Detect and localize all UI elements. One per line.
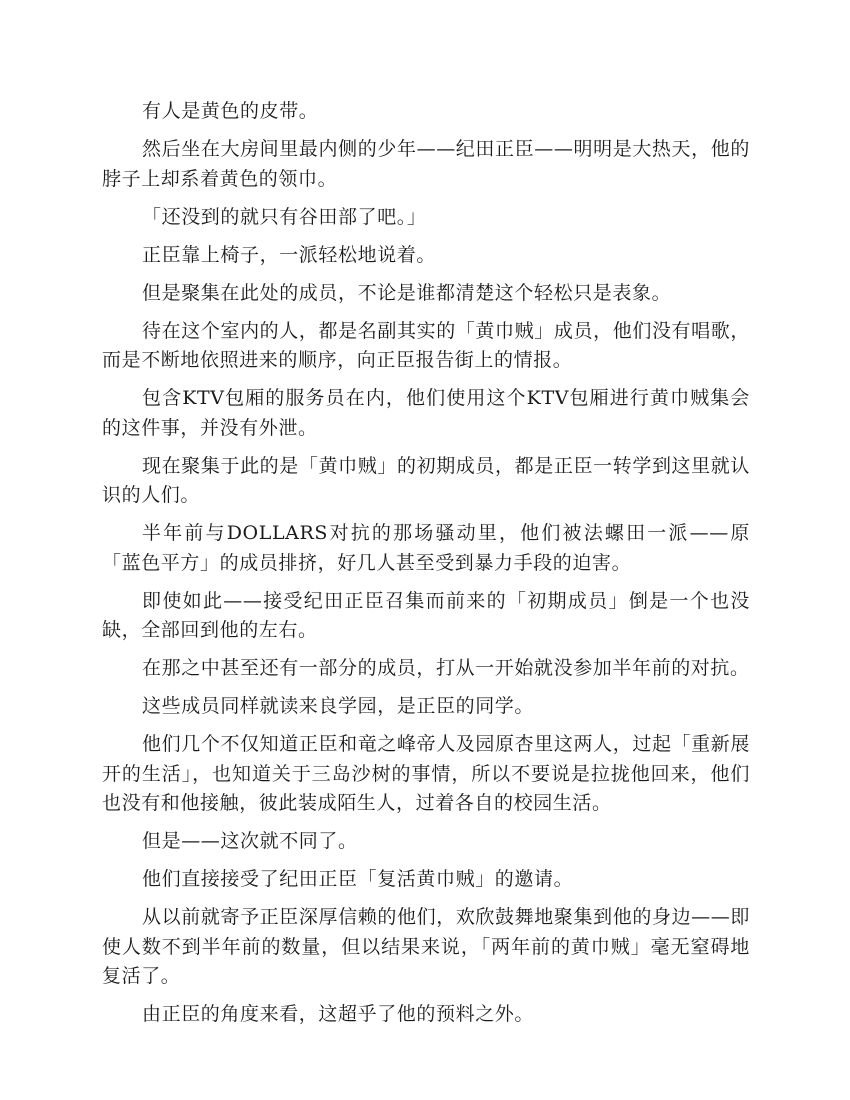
paragraph: 半年前与DOLLARS对抗的那场骚动里，他们被法螺田一派——原「蓝色平方」的成员排挤，好几人甚至受到暴力手段的迫害。 [102, 522, 750, 574]
paragraph: 现在聚集于此的是「黄巾贼」的初期成员，都是正臣一转学到这里就认识的人们。 [102, 454, 750, 506]
paragraph: 在那之中甚至还有一部分的成员，打从一开始就没参加半年前的对抗。 [142, 657, 750, 679]
paragraph: 包含KTV包厢的服务员在内，他们使用这个KTV包厢进行黄巾贼集会的这件事，并没有外泄。 [102, 387, 750, 439]
paragraph: 他们几个不仅知道正臣和竜之峰帝人及园原杏里这两人，过起「重新展开的生活」，也知道关于三岛沙树的事情，所以不要说是拉拢他回来，他们也没有和他接触，彼此装成陌生人，过着各自的校园生活。 [102, 733, 750, 814]
paragraph: 他们直接接受了纪田正臣「复活黄巾贼」的邀请。 [142, 868, 574, 890]
paragraph: 正臣靠上椅子，一派轻松地说着。 [142, 243, 437, 266]
paragraph: 这些成员同样就读来良学园，是正臣的同学。 [142, 695, 535, 717]
paragraph: 由正臣的角度来看，这超乎了他的预料之外。 [142, 1003, 535, 1025]
document-page [102, 97, 750, 1038]
paragraph: 「还没到的就只有谷田部了吧。」 [142, 205, 427, 228]
paragraph: 即使如此——接受纪田正臣召集而前来的「初期成员」倒是一个也没缺，全部回到他的左右。 [102, 589, 750, 641]
paragraph: 然后坐在大房间里最内侧的少年——纪田正臣——明明是大热天，他的脖子上却系着黄色的领巾。 [102, 138, 750, 190]
paragraph: 有人是黄色的皮带。 [142, 100, 319, 122]
paragraph: 待在这个室内的人，都是名副其实的「黄巾贼」成员，他们没有唱歌，而是不断地依照进来的顺序，向正臣报告街上的情报。 [102, 319, 750, 371]
paragraph: 但是聚集在此处的成员，不论是谁都清楚这个轻松只是表象。 [142, 281, 672, 304]
paragraph: 从以前就寄予正臣深厚信赖的他们，欢欣鼓舞地聚集到他的身边——即使人数不到半年前的数量，但以结果来说，「两年前的黄巾贼」毫无窒碍地复活了。 [102, 906, 750, 987]
paragraph: 但是——这次就不同了。 [142, 830, 358, 852]
